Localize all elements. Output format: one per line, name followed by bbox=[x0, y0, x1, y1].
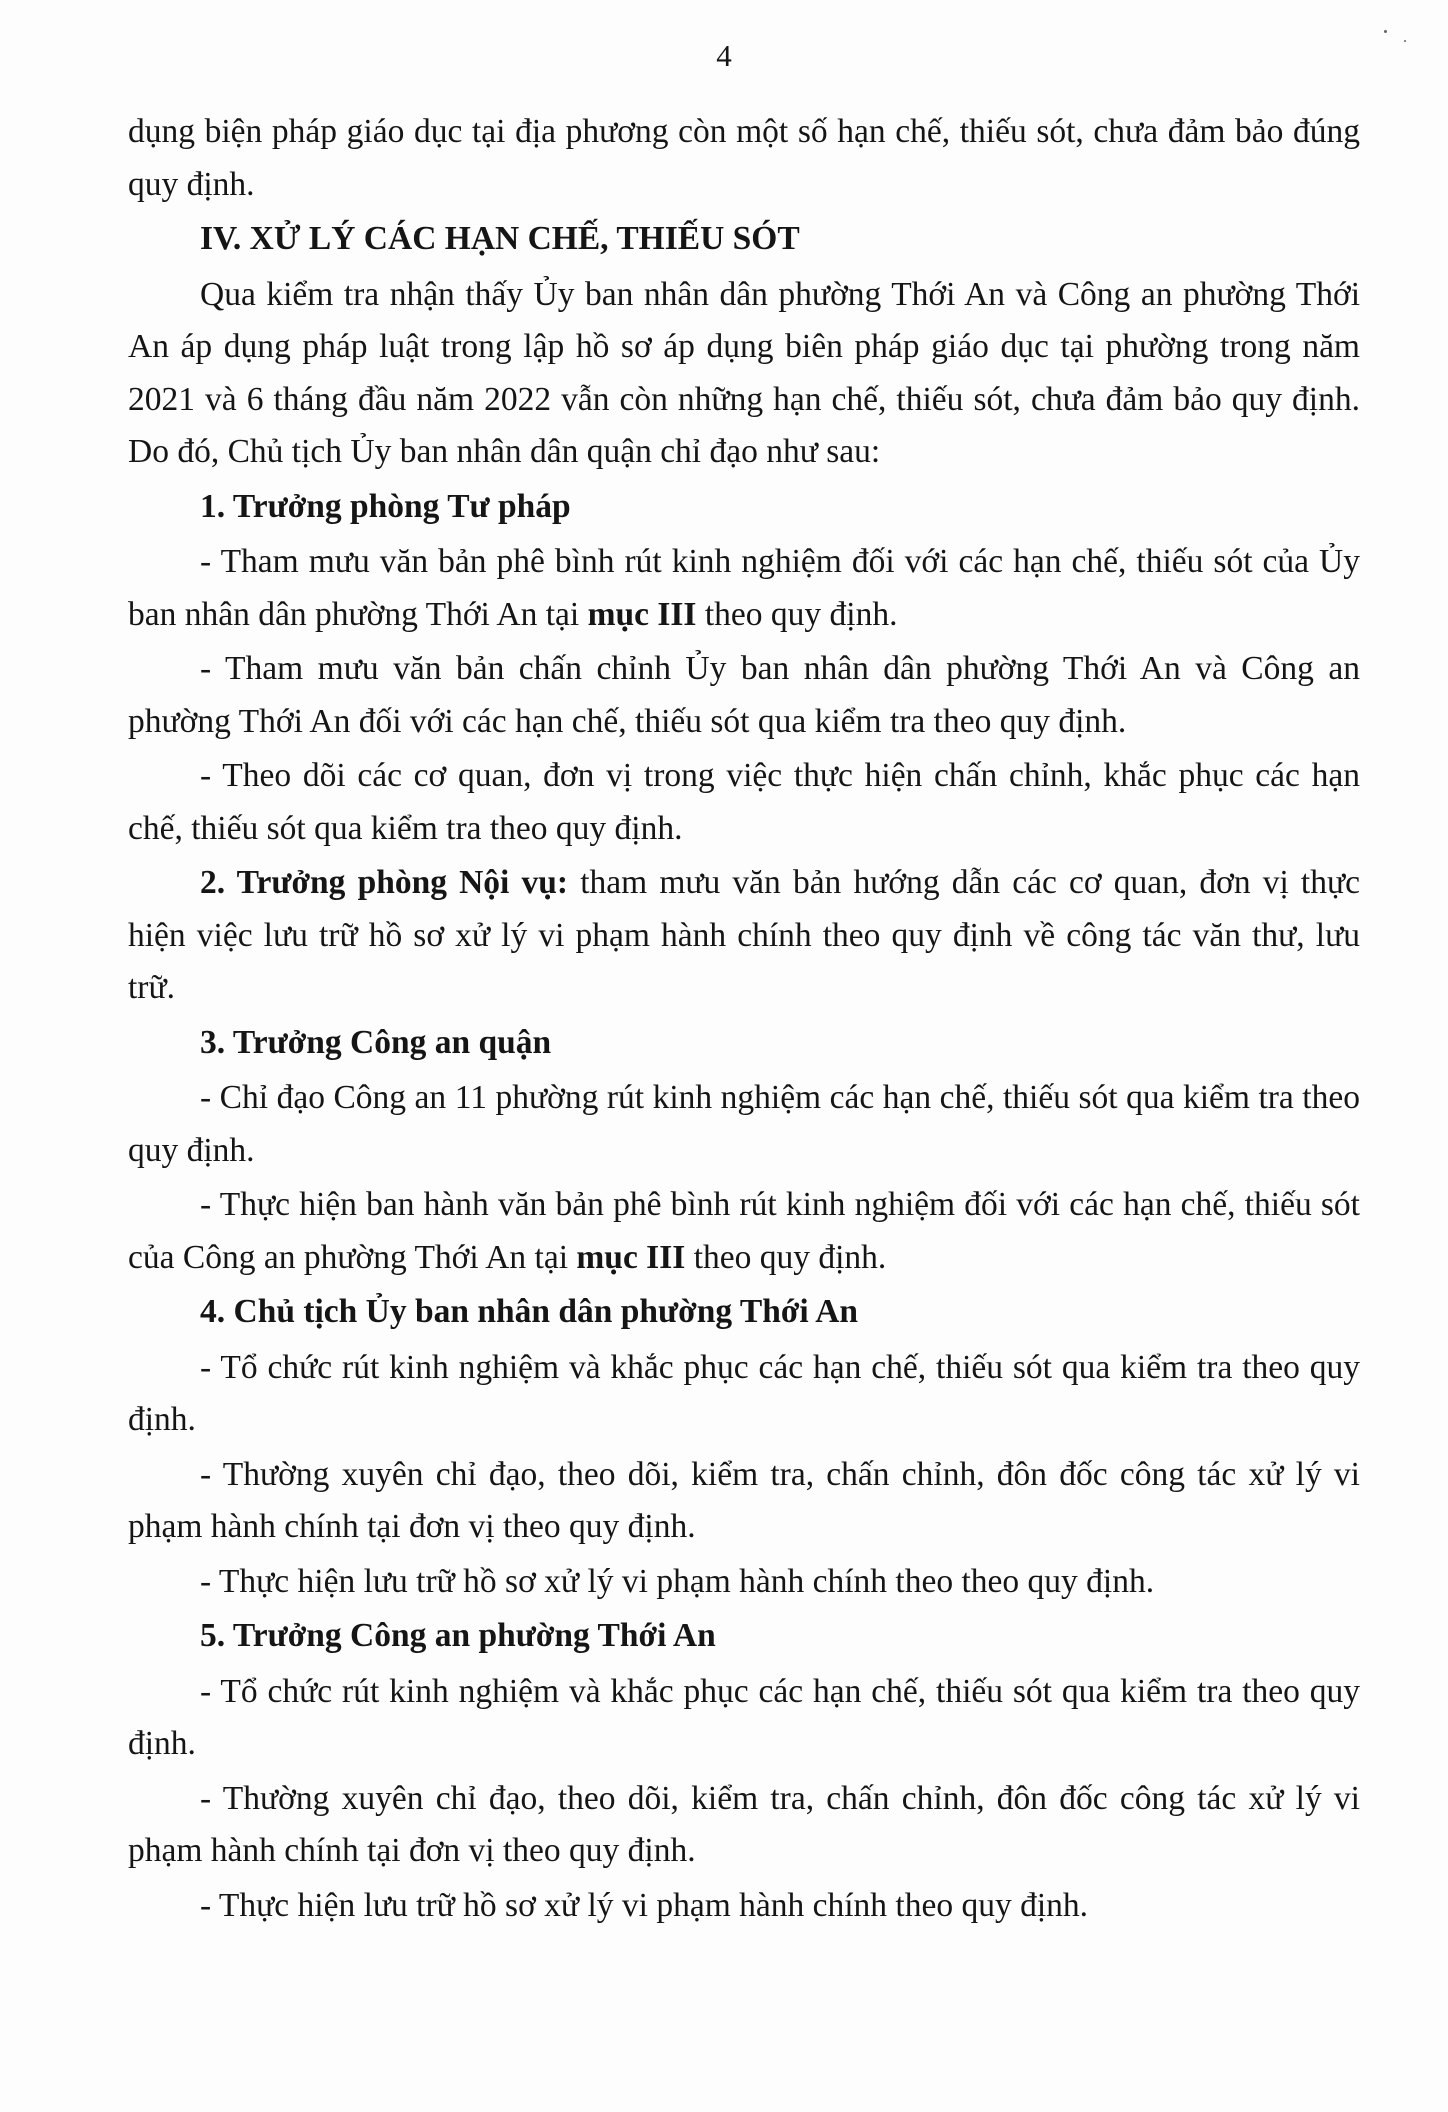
item-3-bullet-2-tail: theo quy định. bbox=[685, 1238, 887, 1276]
intro-paragraph: Qua kiểm tra nhận thấy Ủy ban nhân dân phường Thới An và Công an phường Thới An áp dụng pháp luật trong lập hồ sơ áp dụng biên pháp giáo dục tại phường trong năm 2021 và 6 tháng đầu năm 2022 vẫn còn những hạn chế, thiếu sót, chưa đảm bảo quy định. Do đó, Chủ tịch Ủy ban nhân dân quận chỉ đạo như sau: bbox=[128, 275, 1360, 470]
item-3-bullet-2-bold: mục III bbox=[576, 1238, 686, 1276]
item-1-bullet-2: - Tham mưu văn bản chấn chỉnh Ủy ban nhân dân phường Thới An và Công an phường Thới An đối với các hạn chế, thiếu sót qua kiểm tra theo quy định. bbox=[128, 650, 1360, 740]
section-heading: IV. XỬ LÝ CÁC HẠN CHẾ, THIẾU SÓT bbox=[200, 220, 800, 257]
item-2-heading: 2. Trưởng phòng Nội vụ: bbox=[200, 864, 569, 901]
item-4-heading: 4. Chủ tịch Ủy ban nhân dân phường Thới An bbox=[200, 1293, 859, 1330]
item-3-bullet-2-text: - Thực hiện ban hành văn bản phê bình rút kinh nghiệm đối với các hạn chế, thiếu sót của Công an phường Thới An tại bbox=[128, 1186, 1360, 1276]
item-4-bullet-2: - Thường xuyên chỉ đạo, theo dõi, kiểm tra, chấn chỉnh, đôn đốc công tác xử lý vi phạm hành chính tại đơn vị theo quy định. bbox=[128, 1455, 1360, 1545]
item-1-bullet-1-text: - Tham mưu văn bản phê bình rút kinh nghiệm đối với các hạn chế, thiếu sót của Ủy ban nhân dân phường Thới An tại bbox=[128, 543, 1360, 633]
item-4-bullet-1: - Tổ chức rút kinh nghiệm và khắc phục các hạn chế, thiếu sót qua kiểm tra theo quy định. bbox=[128, 1348, 1360, 1438]
item-5-heading: 5. Trưởng Công an phường Thới An bbox=[200, 1617, 716, 1654]
item-3-bullet-1: - Chỉ đạo Công an 11 phường rút kinh nghiệm các hạn chế, thiếu sót qua kiểm tra theo quy định. bbox=[128, 1079, 1360, 1169]
document-body bbox=[128, 106, 1360, 1934]
item-1-bullet-1 bbox=[128, 536, 1360, 641]
item-3-bullet-2 bbox=[128, 1179, 1360, 1284]
scan-speck bbox=[1384, 30, 1387, 33]
item-2-paragraph bbox=[128, 857, 1360, 1015]
continuation-paragraph: dụng biện pháp giáo dục tại địa phương còn một số hạn chế, thiếu sót, chưa đảm bảo đúng quy định. bbox=[128, 113, 1360, 203]
item-1-bullet-1-bold: mục III bbox=[587, 595, 697, 633]
item-1-heading: 1. Trưởng phòng Tư pháp bbox=[200, 487, 571, 525]
page-number: 4 bbox=[716, 38, 732, 73]
item-1-bullet-1-tail: theo quy định. bbox=[696, 595, 898, 633]
item-2-text: tham mưu văn bản hướng dẫn các cơ quan, đơn vị thực hiện việc lưu trữ hồ sơ xử lý vi phạm hành chính theo quy định về công tác văn thư, lưu trữ. bbox=[128, 864, 1360, 1006]
item-3-heading: 3. Trưởng Công an quận bbox=[200, 1023, 552, 1061]
item-1-bullet-3: - Theo dõi các cơ quan, đơn vị trong việc thực hiện chấn chỉnh, khắc phục các hạn chế, thiếu sót qua kiểm tra theo quy định. bbox=[128, 757, 1360, 847]
item-5-bullet-2: - Thường xuyên chỉ đạo, theo dõi, kiểm tra, chấn chỉnh, đôn đốc công tác xử lý vi phạm hành chính tại đơn vị theo quy định. bbox=[128, 1779, 1360, 1869]
item-4-bullet-3: - Thực hiện lưu trữ hồ sơ xử lý vi phạm hành chính theo theo quy định. bbox=[200, 1562, 1155, 1600]
item-5-bullet-3: - Thực hiện lưu trữ hồ sơ xử lý vi phạm hành chính theo quy định. bbox=[200, 1886, 1089, 1924]
item-5-bullet-1: - Tổ chức rút kinh nghiệm và khắc phục các hạn chế, thiếu sót qua kiểm tra theo quy định. bbox=[128, 1672, 1360, 1762]
